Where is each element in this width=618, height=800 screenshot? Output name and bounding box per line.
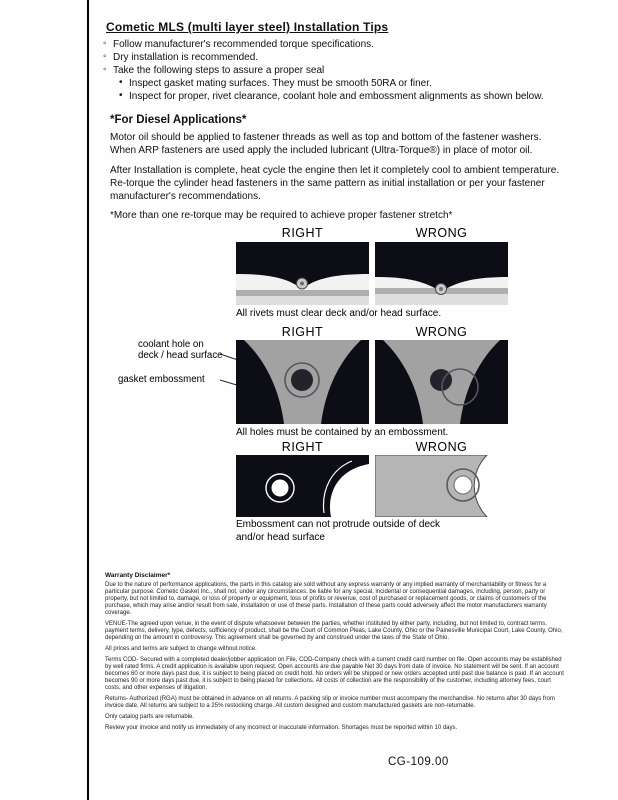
embossment-right-diagram — [236, 455, 369, 517]
coolant-hole-wrong-diagram — [375, 340, 508, 424]
wrong-label-row3: WRONG — [415, 440, 468, 454]
page-title: Cometic MLS (multi layer steel) Installation Tips — [106, 20, 389, 34]
diesel-paragraph-1: Motor oil should be applied to fastener threads as well as top and bottom of the fastener washers. When ARP fasteners are used apply the included lubricant (Ultra-Torque®) in place of motor oil. — [110, 132, 542, 156]
coolant-hole-callout: coolant hole on deck / head surface — [138, 339, 223, 361]
coolant-hole — [291, 369, 313, 391]
retorque-note: *More than one re-torque may be required to achieve proper fastener stretch* — [110, 210, 453, 221]
right-label-row2: RIGHT — [281, 325, 324, 339]
row2-caption: All holes must be contained by an embossment. — [236, 427, 449, 438]
row1-caption: All rivets must clear deck and/or head surface. — [236, 308, 442, 319]
coolant-hole-right-diagram — [236, 340, 369, 424]
gasket-embossment-callout: gasket embossment — [118, 374, 205, 385]
wrong-label-row2: WRONG — [415, 325, 468, 339]
diesel-paragraph-2: After Installation is complete, heat cycle the engine then let it completely cool to ambient temperature. Re-torque the cylinder head fasteners in the same pattern as initial installation or per your fastener manufacturer's recommendations. — [110, 165, 560, 202]
warranty-disclaimer-section — [105, 572, 568, 736]
deck-surface-band — [236, 290, 369, 296]
page-edge-line — [87, 0, 89, 800]
warranty-disclaimer-heading: Warranty Disclaimer* — [105, 572, 171, 579]
page-number: CG-109.00 — [388, 756, 449, 768]
disclaimer-paragraph: VENUE-The agreed upon venue, in the event of dispute whatsoever between the parties, whether instituted by either party, including, but not limited to, contract terms, payment terms, delivery, type, defects, sufficiency of product, shall be the Court of Common Pleas, Lake County, Ohio or the Painesville Municipal Court, Lake County, Ohio, depending on the amount in controversy. This agreement shall be governed by and construed under the laws of the State of Ohio. — [105, 621, 563, 641]
bolt-hole — [454, 476, 472, 494]
disclaimer-paragraph: All prices and terms are subject to change without notice. — [105, 646, 257, 652]
tip-sub-item: • Inspect for proper, rivet clearance, coolant hole and embossment alignments as shown below. — [119, 91, 579, 102]
tip-sub-item: • Inspect gasket mating surfaces. They must be smooth 50RA or finer. — [119, 78, 579, 89]
tip-item: ◦ Dry installation is recommended. — [103, 52, 563, 63]
rivet-clearance-wrong-diagram — [375, 242, 508, 305]
disclaimer-paragraph: Review your invoice and notify us immediately of any incorrect or inaccurate information. Shortages must be reported within 10 days. — [105, 725, 458, 731]
right-label-row3: RIGHT — [281, 440, 324, 454]
disclaimer-paragraph: Due to the nature of performance applications, the parts in this catalog are sold without any express warranty or any implied warranty of merchantability or fitness for a particular purpose. Cometic Gasket Inc., shall not, under any circumstances, be liable for any special, incidental or consequential damages, including, person, party or property, but not limited to, damage, or loss of property or equipment, loss of profits or revenue, cost of purchased or replacement goods, or claims of customers of the purchase, which may arise and/or result from sale, installation or use of these parts. Installation of these parts could adversely affect the motor manufacturers warranty coverage. — [105, 582, 547, 616]
embossment-wrong-diagram — [375, 455, 508, 517]
wrong-label-row1: WRONG — [415, 226, 468, 240]
right-label-row1: RIGHT — [281, 226, 324, 240]
disclaimer-paragraph: Only catalog parts are returnable. — [105, 714, 195, 720]
diesel-applications-heading: *For Diesel Applications* — [110, 114, 247, 126]
rivet-clearance-right-diagram — [236, 242, 369, 305]
bolt-hole — [272, 480, 289, 497]
row3-caption: Embossment can not protrude outside of deck and/or head surface — [236, 519, 441, 543]
disclaimer-paragraph: Returns- Authorized (RGA) must be obtained in advance on all returns. A packing slip or invoice number must accompany the merchandise. No returns after 30 days from invoice date. All returns are subject to a 25% restocking charge. All custom designed and custom manufactured gaskets are non-returnable. — [105, 696, 555, 709]
disclaimer-paragraph: Terms COD- Secured with a completed dealer/jobber application on File, COD-Company check with a current credit card number on file. Open accounts may be established by well rated firms. A credit application is available upon request. Open accounts are due payable Net 30 days from date of invoice. No statement will be sent. If an account becomes 60 or more days past due, it is subject to being placed on credit hold. No orders will be shipped or new orders accepted until past due balance is paid. If an account becomes 90 or more days past due, it is subject to being placed for collections. All costs of collection are the responsibility of the customer, including attorney fees, court costs, and other expenses of litigation. — [105, 657, 564, 691]
tip-item: ◦ Follow manufacturer's recommended torque specifications. — [103, 39, 563, 50]
tip-item: ◦ Take the following steps to assure a proper seal — [103, 65, 563, 76]
